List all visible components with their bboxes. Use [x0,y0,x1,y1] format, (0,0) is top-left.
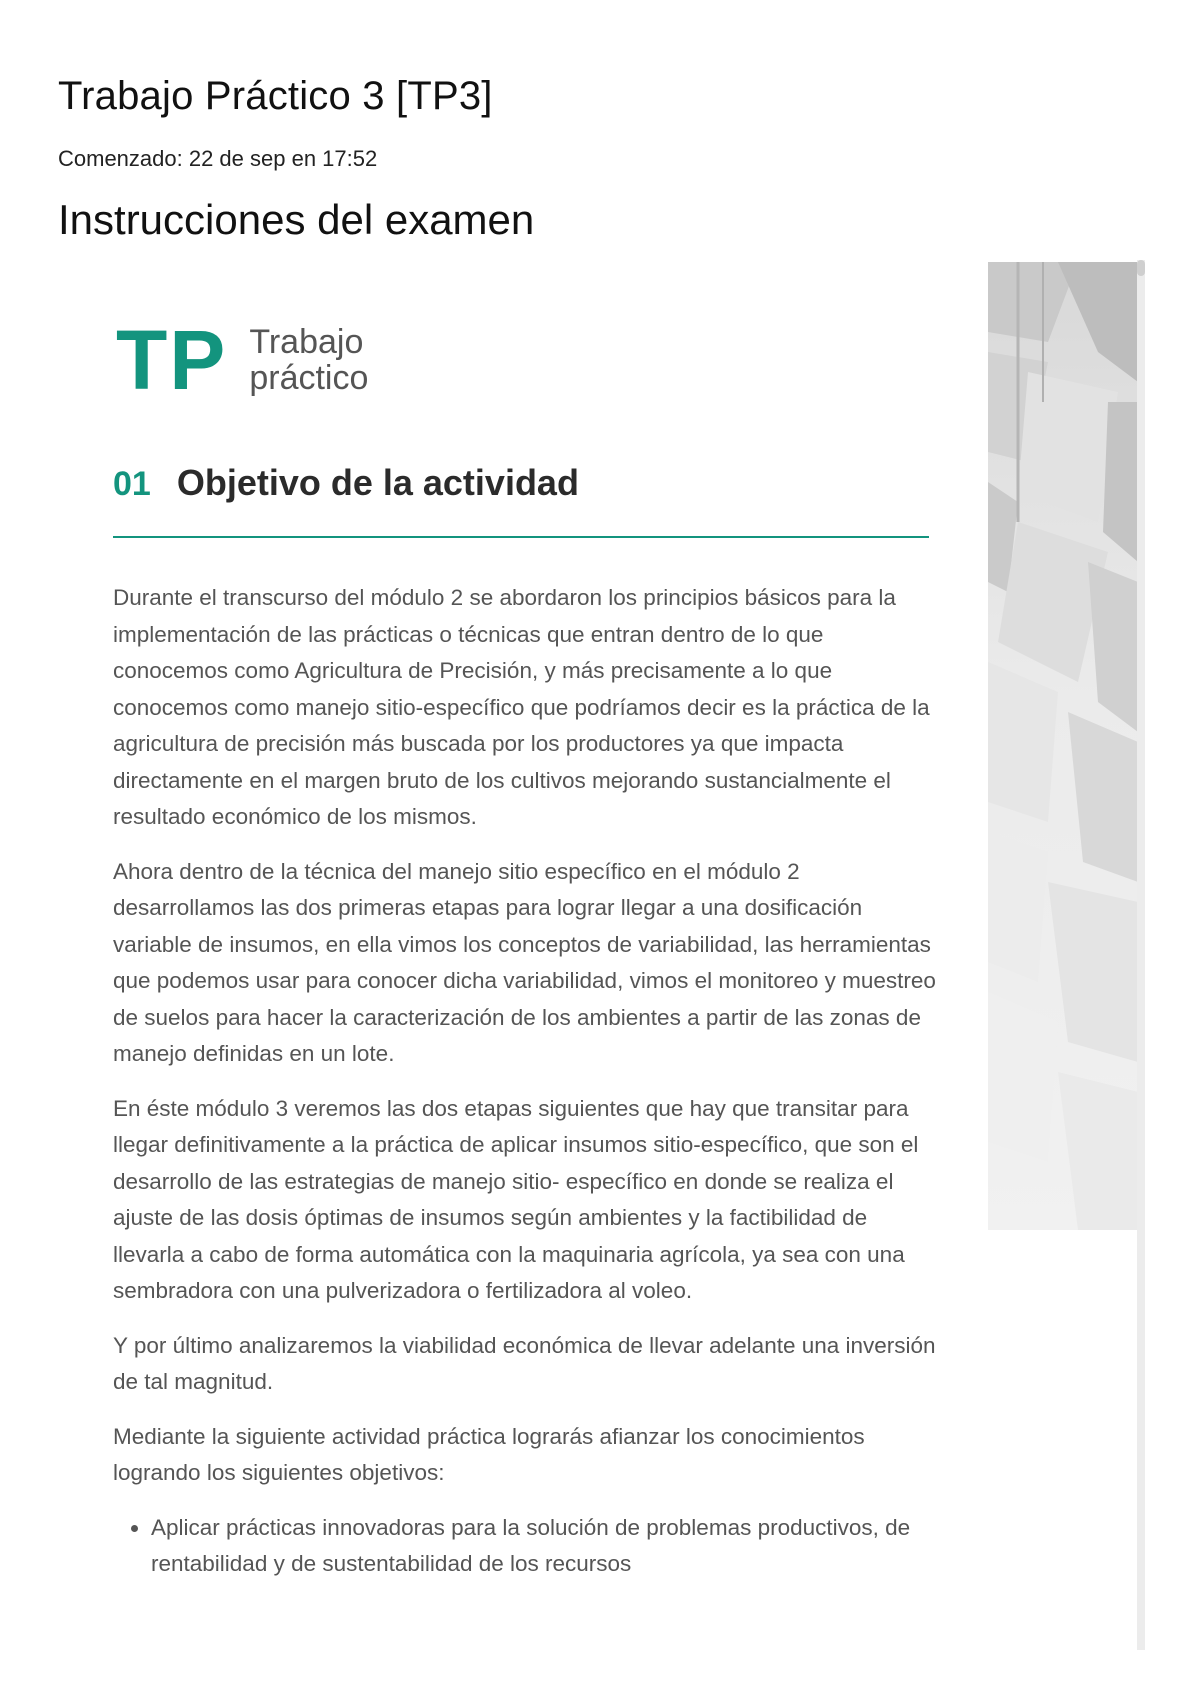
paragraph: Ahora dentro de la técnica del manejo sitio específico en el módulo 2 desarrollamos las dos primeras etapas para lograr llegar a una dosificación variable de insumos, en ella vimos los conceptos de variabilidad, las herramientas que podemos usar para conocer dicha variabilidad, vimos el monitoreo y muestreo de suelos para hacer la caracterización de los ambientes a partir de las zonas de manejo definidas en un lote. [113,858,936,1066]
section-divider [113,536,929,538]
scrollbar-track[interactable] [1137,260,1145,1650]
page-title: Trabajo Práctico 3 [TP3] [58,74,493,118]
list-item: • Aplicar prácticas innovadoras para la solución de problemas productivos, de rentabilidad y de sustentabilidad de los recursos [151,1510,943,1583]
scrollbar-thumb[interactable] [1137,260,1145,276]
logo-word-1: Trabajo [249,323,364,361]
logo-word-2: práctico [249,359,369,397]
section-number: 01 [113,465,151,503]
paragraph: Durante el transcurso del módulo 2 se abordaron los principios básicos para la implementación de las prácticas o técnicas que entran dentro de lo que conocemos como Agricultura de Precisión, y más precisamente a lo que conocemos como manejo sitio-específico que podríamos decir es la práctica de la agricultura de precisión más buscada por los productores ya que impacta directamente en el margen bruto de los cultivos mejorando sustancialmente el resultado económico de los mismos. [113,585,930,829]
instructions-body [113,580,943,1583]
paragraph: Mediante la siguiente actividad práctica lograrás afianzar los conocimientos logrando los siguientes objetivos: [113,1423,865,1485]
objectives-list [113,1510,943,1583]
decorative-side-image [988,262,1138,1230]
section-heading [113,462,579,504]
paragraph: Y por último analizaremos la viabilidad económica de llevar adelante una inversión de tal magnitud. [113,1332,936,1394]
logo-mark: TP [116,313,228,407]
started-timestamp: Comenzado: 22 de sep en 17:52 [58,146,378,171]
instructions-heading: Instrucciones del examen [58,196,535,243]
trabajo-practico-logo [116,313,369,407]
section-title: Objetivo de la actividad [176,462,579,503]
paragraph: En éste módulo 3 veremos las dos etapas siguientes que hay que transitar para llegar definitivamente a la práctica de aplicar insumos sitio-específico, que son el desarrollo de las estrategias de manejo sitio- específico en donde se realiza el ajuste de las dosis óptimas de insumos según ambientes y la factibilidad de llevarla a cabo de forma automática con la maquinaria agrícola, ya sea con una sembradora con una pulverizadora o fertilizadora al voleo. [113,1095,919,1303]
logo-wordmark [249,324,368,396]
